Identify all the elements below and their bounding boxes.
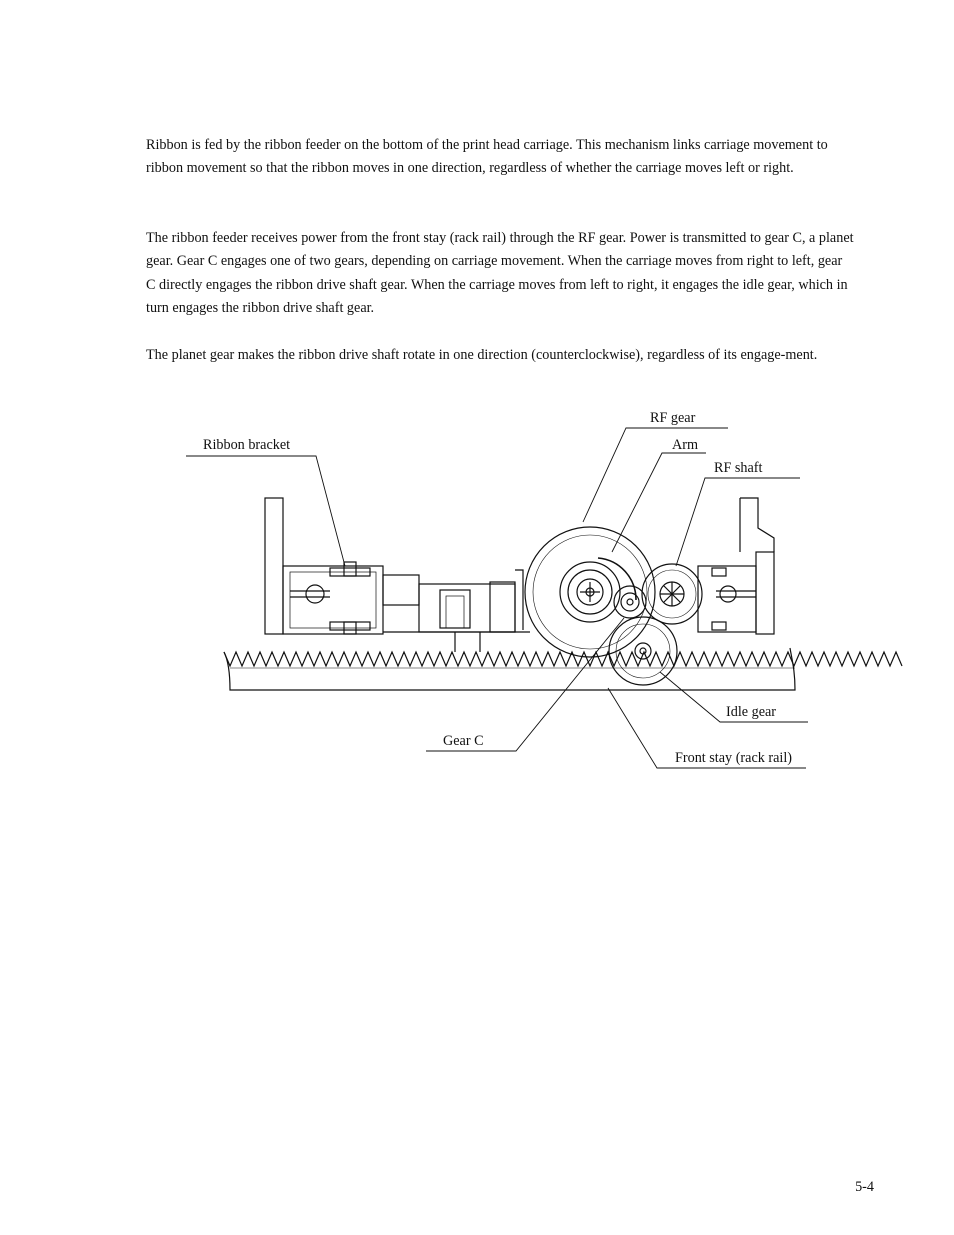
rack-rail-teeth [224, 652, 902, 666]
label-gear-c: Gear C [443, 733, 484, 749]
right-frame [698, 498, 774, 634]
label-arm: Arm [672, 437, 699, 453]
leader-rf-gear [583, 428, 728, 522]
page-number: 5-4 [855, 1179, 874, 1195]
label-ribbon-bracket: Ribbon bracket [203, 437, 291, 453]
carriage-body [383, 570, 530, 652]
idle-gear-diagram [609, 617, 677, 685]
ribbon-bracket [265, 498, 383, 634]
label-rf-shaft: RF shaft [714, 460, 763, 476]
label-front-stay: Front stay (rack rail) [675, 750, 793, 766]
label-rf-gear: RF gear [650, 410, 696, 426]
label-idle-gear: Idle gear [726, 704, 777, 720]
paragraph-planet-gear: The planet gear makes the ribbon drive shaft rotate in one direction (counterclockwise), regardless of its engage-ment. [146, 347, 818, 363]
paragraph-ribbon-feeder-power: The ribbon feeder receives power from the front stay (rack rail) through the RF gear. Power is transmitted to gear C, a planet gear. Gear C engages one of two gears, depending on carriage movement. When the carriage moves from right to left, gear C directly engages the ribbon drive shaft gear. When the carriage moves from left to right, it engages the idle gear, which in turn engages the ribbon drive shaft gear. [146, 230, 854, 317]
rf-gear-diagram [525, 527, 655, 657]
rack-rail-body [224, 648, 795, 690]
rf-shaft-diagram [642, 564, 702, 624]
paragraph-ribbon-feed: Ribbon is fed by the ribbon feeder on the bottom of the print head carriage. This mechanism links carriage movement to ribbon movement so that the ribbon moves in one direction, regardless of whether the carriage moves left or right. [146, 137, 828, 177]
leader-arm [612, 453, 706, 552]
leader-rf-shaft [676, 478, 800, 566]
